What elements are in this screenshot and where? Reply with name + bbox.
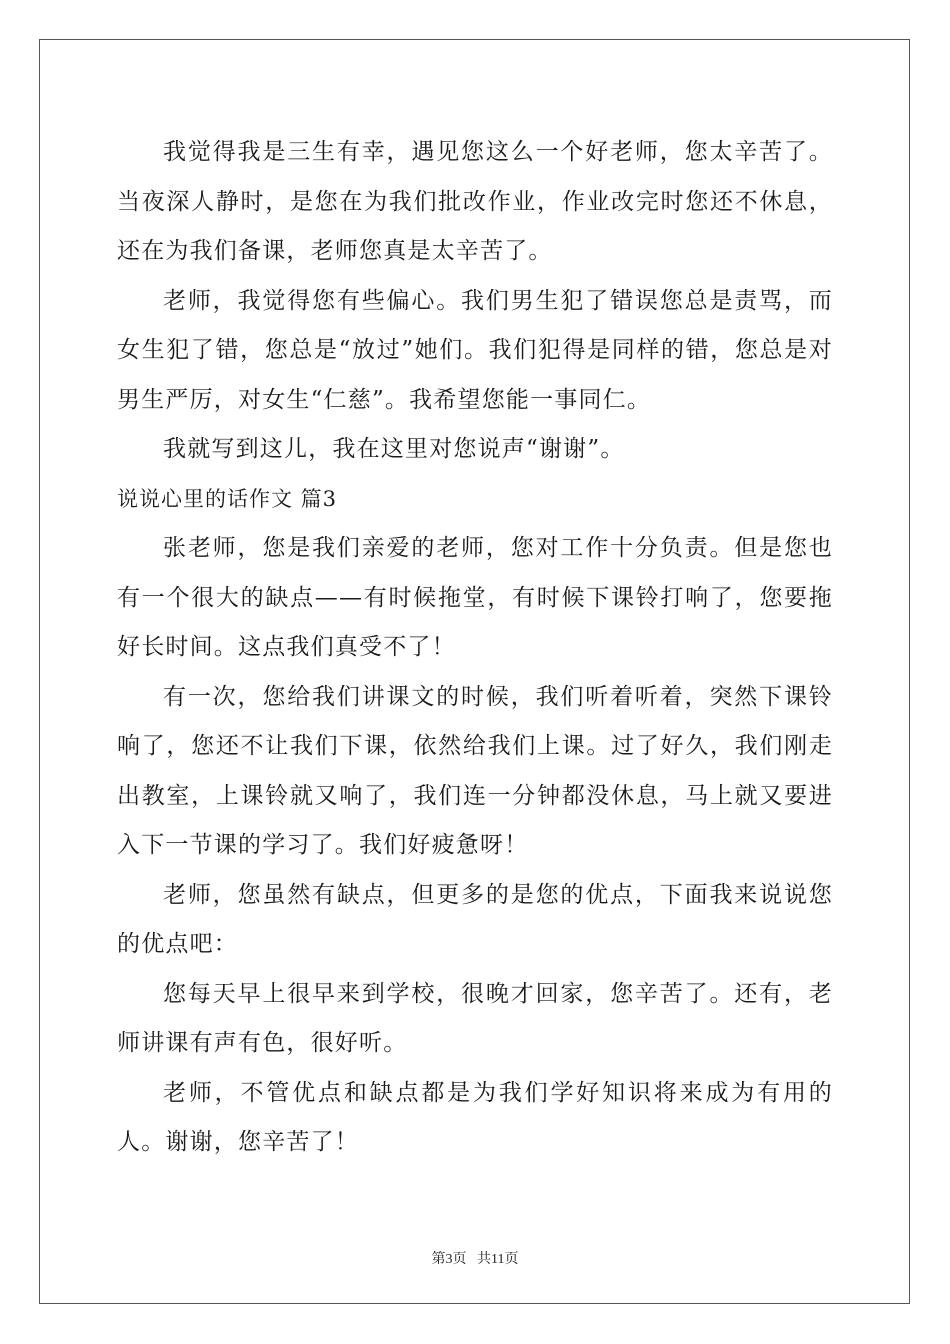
document-body xyxy=(117,128,833,1168)
paragraph: 张老师，您是我们亲爱的老师，您对工作十分负责。但是您也有一个很大的缺点——有时候拖堂，有时候下课铃打响了，您要拖好长时间。这点我们真受不了！ xyxy=(117,535,833,660)
paragraph: 老师，不管优点和缺点都是为我们学好知识将来成为有用的人。谢谢，您辛苦了！ xyxy=(117,1079,833,1155)
paragraph: 有一次，您给我们讲课文的时候，我们听着听着，突然下课铃响了，您还不让我们下课，依然给我们上课。过了好久，我们刚走出教室，上课铃就又响了，我们连一分钟都没休息，马上就又要进入下一节课的学习了。我们好疲惫呀！ xyxy=(117,683,833,858)
paragraph: 老师，您虽然有缺点，但更多的是您的优点，下面我来说说您的优点吧： xyxy=(117,881,833,957)
page-footer xyxy=(0,1248,950,1268)
paragraph: 您每天早上很早来到学校，很晚才回家，您辛苦了。还有，老师讲课有声有色，很好听。 xyxy=(117,980,833,1056)
page-number: 第3页 xyxy=(431,1252,467,1267)
section-heading: 说说心里的话作文 篇3 xyxy=(117,486,338,511)
paragraph: 老师，我觉得您有些偏心。我们男生犯了错误您总是责骂，而女生犯了错，您总是“放过”她们。我们犯得是同样的错，您总是对男生严厉，对女生“仁慈”。我希望您能一事同仁。 xyxy=(117,287,833,413)
paragraph: 我觉得我是三生有幸，遇见您这么一个好老师，您太辛苦了。当夜深人静时，是您在为我们批改作业，作业改完时您还不休息，还在为我们备课，老师您真是太辛苦了。 xyxy=(117,139,833,264)
paragraph: 我就写到这儿，我在这里对您说声“谢谢”。 xyxy=(163,436,625,462)
page-total: 共11页 xyxy=(477,1252,519,1267)
